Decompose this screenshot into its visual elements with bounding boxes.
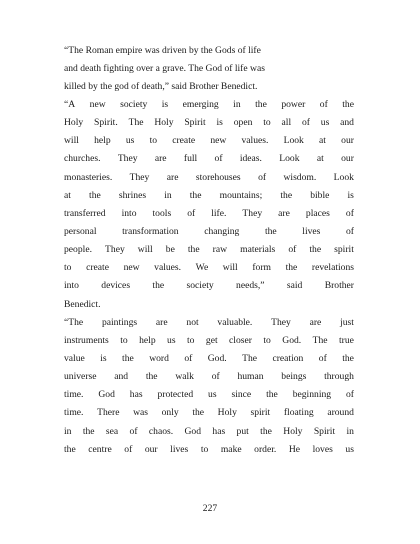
text-line: to create new values. We will form the revelations	[64, 262, 354, 274]
text-line: universe and the walk of human beings through	[64, 371, 354, 383]
text-line: “The Roman empire was driven by the Gods of life	[64, 44, 261, 56]
page-number: 227	[202, 503, 218, 514]
text-line: transferred into tools of life. They are places of	[64, 207, 354, 219]
text-line: Benedict.	[64, 298, 101, 310]
text-line: into devices the society needs,” said Brother	[64, 280, 354, 292]
body-text	[64, 41, 354, 458]
text-line: “A new society is emerging in the power of the	[64, 98, 354, 110]
text-line: and death fighting over a grave. The God of life was	[64, 62, 265, 74]
text-line: the centre of our lives to make order. He loves us	[64, 443, 354, 455]
text-line: at the shrines in the mountains; the bible is	[64, 189, 354, 201]
text-line: people. They will be the raw materials of the spirit	[64, 244, 354, 256]
text-line: value is the word of God. The creation of the	[64, 352, 354, 364]
text-line: churches. They are full of ideas. Look at our	[64, 153, 354, 165]
text-line: personal transformation changing the lives of	[64, 225, 354, 237]
text-line: in the sea of chaos. God has put the Holy Spirit in	[64, 425, 354, 437]
text-line: will help us to create new values. Look at our	[64, 135, 354, 147]
text-line: instruments to help us to get closer to God. The true	[64, 334, 354, 346]
text-line: killed by the god of death,” said Brother Benedict.	[64, 80, 258, 92]
text-line: time. God has protected us since the beginning of	[64, 389, 354, 401]
text-line: “The paintings are not valuable. They are just	[64, 316, 354, 328]
text-line: time. There was only the Holy spirit floating around	[64, 407, 354, 419]
text-line: Holy Spirit. The Holy Spirit is open to all of us and	[64, 117, 354, 129]
text-line: monasteries. They are storehouses of wisdom. Look	[64, 171, 354, 183]
